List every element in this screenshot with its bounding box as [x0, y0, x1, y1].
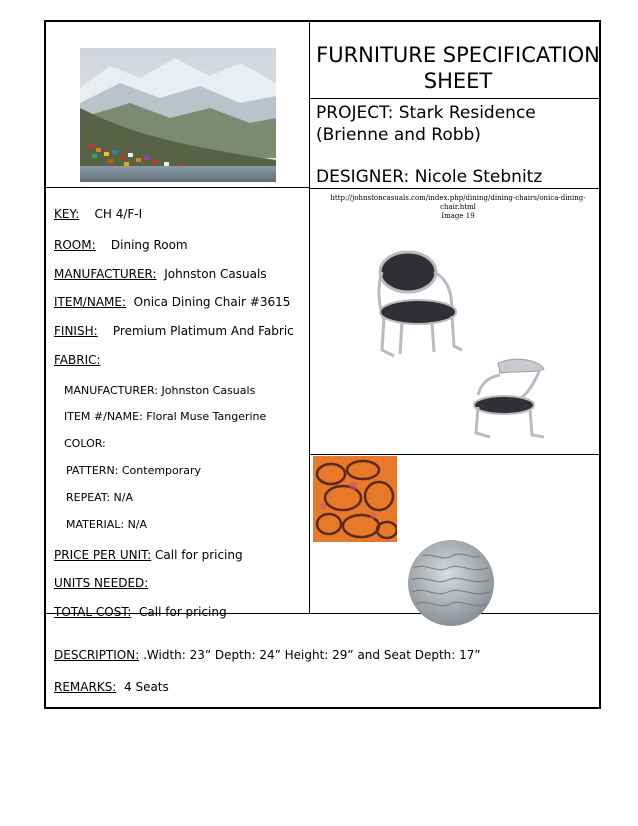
image-source-url[interactable]: http://johnstoncasuals.com/index.php/dining/dining-chairs/onica-dining-chair.html [330, 194, 586, 211]
room-field [54, 237, 188, 253]
designer-line [316, 166, 600, 188]
item-field [54, 294, 290, 310]
remarks-value: 4 Seats [124, 680, 169, 694]
row-divider [309, 98, 601, 99]
manufacturer-value: Johnston Casuals [164, 267, 267, 281]
finish-value: Premium Platimum And Fabric [112, 324, 294, 338]
image-source [316, 194, 600, 221]
finish-label: FINISH: [54, 324, 98, 338]
description-value: .Width: 23” Depth: 24” Height: 29” and Seat Depth: 17” [139, 648, 481, 662]
fabric-color: COLOR: [64, 437, 106, 450]
units-field [54, 575, 148, 591]
manufacturer-label: MANUFACTURER: [54, 267, 157, 281]
key-field [54, 206, 142, 222]
room-label: ROOM: [54, 238, 96, 252]
fabric-repeat: REPEAT: N/A [66, 491, 134, 504]
price-value: Call for pricing [155, 548, 243, 562]
manufacturer-field [54, 266, 267, 282]
designer-label: DESIGNER: [316, 167, 410, 187]
row-divider [46, 187, 309, 188]
description-line [54, 648, 481, 662]
fabric-manufacturer: MANUFACTURER: Johnston Casuals [64, 384, 256, 397]
chair-front-image [372, 250, 464, 360]
room-value: Dining Room [110, 238, 188, 252]
total-value: Call for pricing [139, 605, 227, 619]
fabric-pattern: PATTERN: Contemporary [66, 464, 202, 477]
remarks-label: REMARKS: [54, 680, 117, 694]
key-label: KEY: [54, 207, 80, 221]
description-label: DESCRIPTION: [54, 648, 140, 662]
row-divider [309, 454, 601, 455]
sheet-title: FURNITURE SPECIFICATION SHEET [316, 43, 600, 93]
remarks-line [54, 680, 169, 694]
finish-field [54, 323, 294, 339]
units-label: UNITS NEEDED: [54, 576, 149, 590]
project-value: Stark Residence (Brienne and Robb) [316, 103, 536, 145]
project-label: PROJECT: [316, 103, 394, 123]
fabric-swatch-platinum [406, 538, 496, 628]
key-value: CH 4/F-I [94, 207, 143, 221]
fabric-item: ITEM #/NAME: Floral Muse Tangerine [64, 410, 267, 423]
fabric-field [54, 352, 101, 368]
item-label: ITEM/NAME: [54, 295, 127, 309]
fabric-swatch-tangerine [313, 456, 397, 542]
row-divider [309, 188, 601, 189]
designer-value: Nicole Stebnitz [414, 167, 543, 187]
image-caption: Image 19 [441, 212, 475, 220]
column-divider [309, 22, 310, 613]
fabric-material: MATERIAL: N/A [66, 518, 148, 531]
chair-side-image [468, 355, 548, 441]
fabric-label: FABRIC: [54, 353, 101, 367]
project-line [316, 102, 600, 146]
price-field [54, 547, 243, 563]
price-label: PRICE PER UNIT: [54, 548, 152, 562]
landscape-photo [80, 48, 276, 182]
total-label: TOTAL COST: [54, 605, 132, 619]
item-value: Onica Dining Chair #3615 [133, 295, 291, 309]
total-field [54, 604, 227, 620]
